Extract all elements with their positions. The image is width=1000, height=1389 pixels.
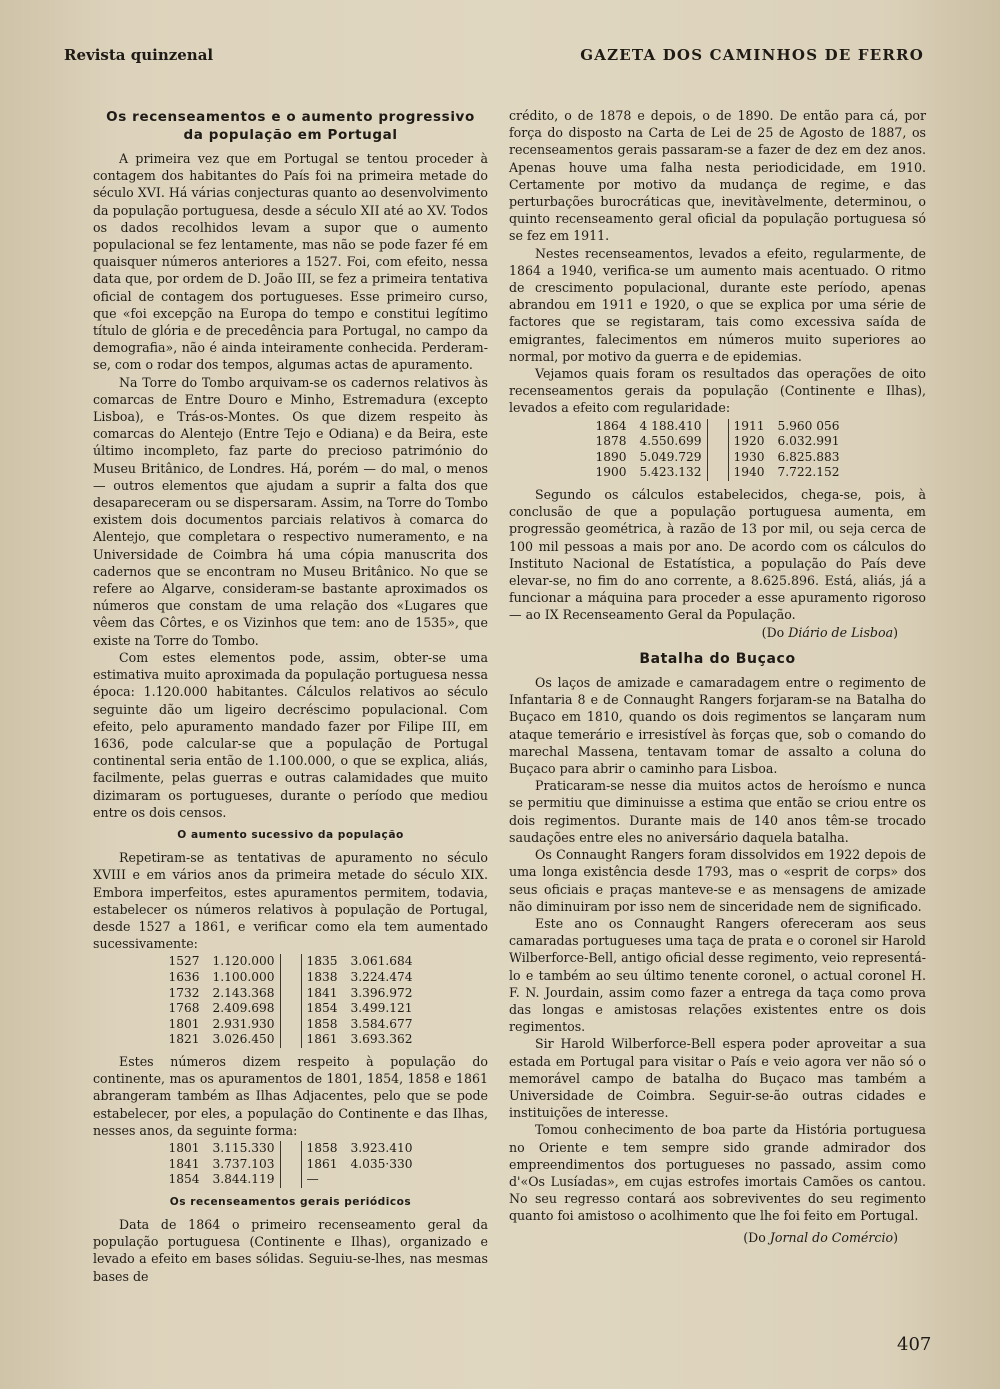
paragraph: crédito, o de 1878 e depois, o de 1890. De então para cá, por força do disposto na Carta de Lei de 25 de Agosto de 1887, os recenseamentos gerais passaram-se a fazer de dez em dez anos. Apenas houve uma falha nesta periodicidade, em 1910. Certamente por motivo da mudança de regime, e das perturbações burocráticas que, inevitàvelmente, determinou, o quinto recenseamento geral oficial da população portuguesa só se fez em 1911.	[509, 108, 926, 244]
table-cell: 1835	[306, 954, 338, 969]
article1-source	[509, 624, 898, 641]
table-row	[163, 954, 417, 970]
table-row	[163, 1172, 417, 1188]
source-suffix: )	[893, 624, 898, 640]
population-table-1527-1861	[163, 954, 417, 1048]
table-cell: 1527	[168, 954, 200, 969]
table-divider	[280, 970, 301, 986]
table-divider	[280, 1141, 301, 1157]
paragraph: Estes números dizem respeito à população do continente, mas os apuramentos de 1801, 1854, 1858 e 1861 abrangeram também as Ilhas Adjacentes, pelo que se pode estabelecer, por eles, a população do Continente e das Ilhas, nesses anos, da seguinte forma:	[93, 1053, 488, 1138]
table-divider	[280, 954, 301, 970]
table-cell: 1864	[595, 418, 627, 433]
table-cell: 1841	[306, 985, 338, 1000]
article2-source	[509, 1229, 898, 1246]
table-divider	[280, 986, 301, 1002]
source-suffix: )	[893, 1229, 898, 1245]
paragraph: Os laços de amizade e camaradagem entre o regimento de Infantaria 8 e de Connaught Rangers forjaram-se na Batalha do Buçaco em 1810, quando os dois regimentos se lançaram num ataque temerário e irresistível às forças que, sob o comando do marechal Massena, tentavam tomar de assalto a coluna do Buçaco para abrir o caminho para Lisboa.	[509, 675, 926, 777]
paragraph: Vejamos quais foram os resultados das operações de oito recenseamentos gerais da população (Continente e Ilhas), levados a efeito com regularidade:	[509, 366, 926, 416]
table-row	[163, 1157, 417, 1173]
table-divider	[280, 1157, 301, 1173]
paragraph: Repetiram-se as tentativas de apuramento no século XVIII e em vários anos da primeira metade do século XIX. Embora imperfeitos, estes apuramentos permitem, todavia, estabelecer os números relativos à população de Portugal, desde 1527 a 1861, e verificar como ela tem aumentado sucessivamente:	[93, 850, 488, 952]
table-cell: 1854	[168, 1172, 200, 1187]
table-cell: —	[306, 1172, 319, 1187]
table-cell: 1940	[733, 465, 765, 480]
table-row	[590, 465, 844, 481]
paragraph: Sir Harold Wilberforce-Bell espera poder aproveitar a sua estada em Portugal para visitar o País e veio agora ver não só o memorável campo de batalha do Buçaco mas também a Universidade de Coimbra. Seguir-se-ão outras cidades e instituições de interesse.	[509, 1036, 926, 1121]
table-cell: 3.499.121	[350, 1001, 413, 1016]
paragraph: Segundo os cálculos estabelecidos, chega-se, pois, à conclusão de que a população portuguesa aumenta, em progressão geométrica, à razão de 13 por mil, ou seja cerca de 100 mil pessoas a mais por ano. De acordo com os cálculos do Instituto Nacional de Estatística, a população do País deve elevar-se, no fim do ano corrente, a 8.625.896. Está, aliás, já a funcionar a máquina para proceder a esse apuramento rigoroso — ao IX Recenseamento Geral da População.	[509, 487, 926, 623]
table-cell: 3.693.362	[350, 1032, 413, 1047]
table-cell: 1.120.000	[212, 954, 275, 969]
table-cell: 3.115.330	[212, 1140, 275, 1155]
table-cell: 1900	[595, 465, 627, 480]
source-name: Diário de Lisboa	[788, 624, 894, 640]
article2-title: Batalha do Buçaco	[639, 650, 796, 667]
table-cell: 1920	[733, 434, 765, 449]
table-cell: 6.825.883	[777, 449, 840, 464]
table-cell: 1930	[733, 449, 765, 464]
left-column	[93, 108, 488, 1285]
table-row	[590, 450, 844, 466]
census-table-1864-1940	[590, 419, 844, 481]
article1-title-line1: Os recenseamentos e o aumento progressivo	[106, 109, 475, 125]
table-cell: 1636	[168, 969, 200, 984]
table-cell: 5.049.729	[639, 449, 702, 464]
paragraph: Os Connaught Rangers foram dissolvidos em 1922 depois de uma longa existência desde 1793, mas o «esprit de corps» dos seus oficiais e praças manteve-se e as mensagens de amizade não diminuiram por isso nem de sinceridade nem de significado.	[509, 847, 926, 914]
right-column	[509, 107, 926, 1246]
table-row	[163, 1032, 417, 1048]
table-cell: 3.026.450	[212, 1032, 275, 1047]
table-cell: 1861	[306, 1032, 338, 1047]
table-divider	[707, 450, 728, 466]
table-divider	[280, 1017, 301, 1033]
table-cell: 1.100.000	[212, 969, 275, 984]
source-name: Jornal do Comércio	[769, 1229, 894, 1245]
table-cell: 3.737.103	[212, 1156, 275, 1171]
table-cell: 1861	[306, 1156, 338, 1171]
header-left: Revista quinzenal	[64, 46, 214, 64]
subheading: Os recenseamentos gerais periódicos	[169, 1195, 412, 1208]
table-cell: 6.032.991	[777, 434, 840, 449]
paragraph: Com estes elementos pode, assim, obter-se uma estimativa muito aproximada da população portuguesa nessa época: 1.120.000 habitantes. Cálculos relativos ao século seguinte dão um ligeiro decréscimo populacional. Com efeito, pelo apuramento mandado fazer por Filipe III, em 1636, pode calcular-se que a população de Portugal continental seria então de 1.100.000, o que se explica, aliás, facilmente, pelas guerras e outras calamidades que muito dizimaram os portugueses, durante o período que mediou entre os dois censos.	[93, 649, 488, 820]
table-cell: 3.584.677	[350, 1016, 413, 1031]
source-prefix: (Do	[743, 1229, 770, 1245]
table-cell: 5.960 056	[777, 418, 840, 433]
table-cell: 2.931.930	[212, 1016, 275, 1031]
article1-title	[93, 108, 488, 144]
table-cell: 4 188.410	[639, 418, 702, 433]
table-divider	[707, 465, 728, 481]
table-divider	[707, 434, 728, 450]
table-cell: 4.550.699	[639, 434, 702, 449]
paragraph: Este ano os Connaught Rangers ofereceram aos seus camaradas portugueses uma taça de prata e o coronel sir Harold Wilberforce-Bell, antigo oficial desse regimento, veio representá-lo e também ao seu último tenente coronel, o actual coronel H. F. N. Jourdain, assim como fazer a entrega da taça como prova das longas e amistosas relações existentes entre os dois regimentos.	[509, 915, 926, 1035]
article1-title-line2: da população em Portugal	[183, 127, 398, 143]
table-cell: 3.396.972	[350, 985, 413, 1000]
table-divider	[707, 419, 728, 435]
table-cell: 7.722.152	[777, 465, 840, 480]
table-cell: 1858	[306, 1016, 338, 1031]
table-cell: 1732	[168, 985, 200, 1000]
table-cell: 4.035·330	[350, 1156, 413, 1171]
table-cell: 1911	[733, 418, 765, 433]
table-row	[163, 1001, 417, 1017]
table-row	[590, 434, 844, 450]
paragraph: Tomou conhecimento de boa parte da História portuguesa no Oriente e tem sempre sido grande admirador dos empreendimentos dos portugueses no passado, assim como d'«Os Lusíadas», em cujas estrofes imortais Camões os cantou. No seu regresso contará aos sobreviventes do seu regimento quanto foi amistoso o acolhimento que lhe foi feito em Portugal.	[509, 1122, 926, 1224]
table-divider	[280, 1001, 301, 1017]
table-cell: 1890	[595, 449, 627, 464]
table-cell: 1854	[306, 1001, 338, 1016]
table-row	[163, 1141, 417, 1157]
table-cell: 3.224.474	[350, 969, 413, 984]
table-cell: 1821	[168, 1032, 200, 1047]
table-row	[163, 970, 417, 986]
table-cell: 3.061.684	[350, 954, 413, 969]
paragraph: Data de 1864 o primeiro recenseamento geral da população portuguesa (Continente e Ilhas), organizado e levado a efeito em bases sólidas. Seguiu-se-lhes, nas mesmas bases de	[93, 1216, 488, 1284]
table-row	[590, 419, 844, 435]
source-prefix: (Do	[761, 624, 789, 640]
table-cell	[346, 1172, 418, 1188]
table-cell: 1801	[168, 1016, 200, 1031]
table-cell: 1858	[306, 1140, 338, 1155]
table-cell: 2.143.368	[212, 985, 275, 1000]
page-number: 407	[897, 1334, 932, 1355]
table-cell: 1841	[168, 1156, 200, 1171]
subheading: O aumento sucessivo da população	[177, 828, 404, 841]
population-table-continent-islands	[163, 1141, 417, 1188]
paragraph: Na Torre do Tombo arquivam-se os cadernos relativos às comarcas de Entre Douro e Minho, Estremadura (excepto Lisboa), e Trás-os-Montes. Os que dizem respeito às comarcas do Alentejo (Entre Tejo e Odiana) e da Beira, este último incompleto, faz parte do precioso património do Museu Britânico, de Londres. Há, porém — do mal, o menos — outros elementos que ajudam a suprir a falta dos que desapareceram ou se dispersaram. Assim, na Torre do Tombo existem dois documentos parciais relativos à comarca do Alentejo, que completara o respectivo numeramento, e na Universidade de Coimbra há uma cópia manuscrita dos cadernos que se encontram no Museu Britânico. No que se refere ao Algarve, consideram-se bastante aproximados os números que constam de uma relação dos «Lugares que vêem das Côrtes, e os Vizinhos que tem: ano de 1535», que existe na Torre do Tombo.	[93, 374, 488, 648]
paragraph: Praticaram-se nesse dia muitos actos de heroísmo e nunca se permitiu que diminuisse a estima que então se criou entre os dois regimentos. Durante mais de 140 anos têm-se trocado saudações entre eles no aniversário daquela batalha.	[509, 778, 926, 845]
table-cell: 3.844.119	[212, 1172, 275, 1187]
table-cell: 1878	[595, 434, 627, 449]
paragraph: Nestes recenseamentos, levados a efeito, regularmente, de 1864 a 1940, verifica-se um aumento mais acentuado. O ritmo de crescimento populacional, durante este período, apenas abrandou em 1911 e 1920, o que se explica por uma série de factores que se registaram, tais como excessiva saída de emigrantes, falecimentos em números muito superiores ao normal, por motivo da guerra e de epidemias.	[509, 245, 926, 364]
table-row	[163, 986, 417, 1002]
table-cell: 3.923.410	[350, 1140, 413, 1155]
table-divider	[280, 1172, 301, 1188]
table-cell: 1801	[168, 1140, 200, 1155]
table-divider	[280, 1032, 301, 1048]
table-cell: 1768	[168, 1001, 200, 1016]
header-right: GAZETA DOS CAMINHOS DE FERRO	[580, 46, 924, 64]
table-cell: 5.423.132	[639, 465, 702, 480]
paragraph: A primeira vez que em Portugal se tentou proceder à contagem dos habitantes do País foi na primeira metade do século XVI. Há várias conjecturas quanto ao desenvolvimento da população portuguesa, desde a século XII até ao XV. Todos os dados recolhidos levam a supor que o aumento populacional se fez lentamente, mas não se pode fazer fé em quaisquer números anteriores a 1527. Foi, com efeito, nessa data que, por ordem de D. João III, se fez a primeira tentativa oficial de contagem dos portugueses. Esse primeiro curso, que «foi excepção na Europa do tempo e constitui legítimo título de glória e de precedência para Portugal, no campo da demografia», não é ainda inteiramente conhecida. Perderam-se, com o rodar dos tempos, algumas actas de apuramento.	[93, 151, 488, 373]
table-cell: 1838	[306, 969, 338, 984]
table-row	[163, 1017, 417, 1033]
table-cell: 2.409.698	[212, 1001, 275, 1016]
